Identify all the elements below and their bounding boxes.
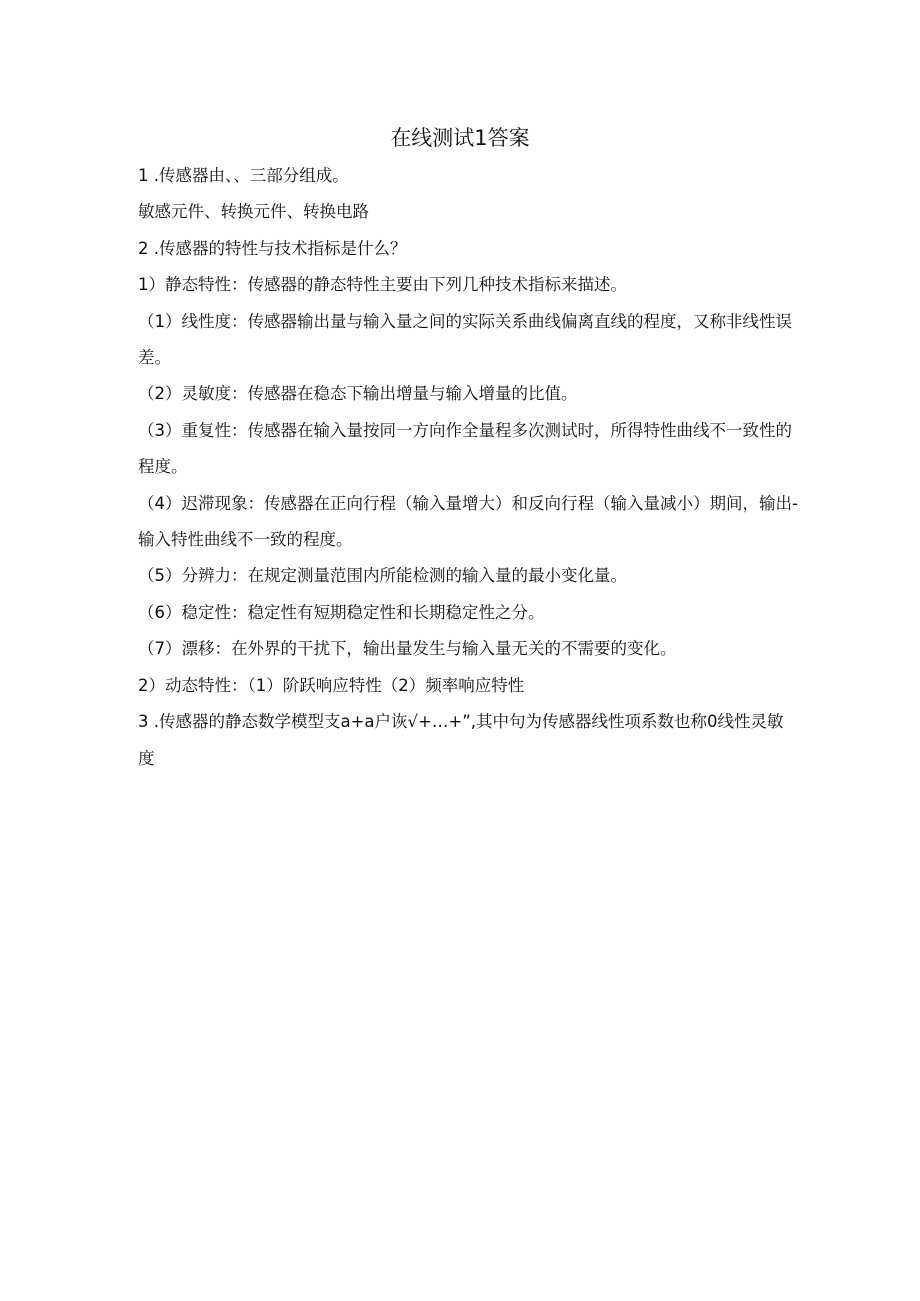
question-1: 1 .传感器由、、三部分组成。 xyxy=(138,166,349,185)
repeatability-item: （3）重复性：传感器在输入量按同一方向作全量程多次测试时，所得特性曲线不一致性的程度。 xyxy=(138,420,792,477)
question-2: 2 .传感器的特性与技术指标是什么？ xyxy=(138,238,407,258)
drift-item: （7）漂移：在外界的干扰下，输出量发生与输入量无关的不需要的变化。 xyxy=(138,639,677,659)
sensitivity-item: （2）灵敏度：传感器在稳态下输出增量与输入增量的比值。 xyxy=(138,384,578,404)
resolution-item: （5）分辨力：在规定测量范围内所能检测的输入量的最小变化量。 xyxy=(138,566,627,586)
static-characteristics: 1）静态特性：传感器的静态特性主要由下列几种技术指标来描述。 xyxy=(138,275,627,295)
document-body xyxy=(138,158,798,777)
answer-1: 敏感元件、转换元件、转换电路 xyxy=(138,202,369,222)
question-3: 3 .传感器的静态数学模型支a+a户诙√+…+”,其中句为传感器线性项系数也称0线性灵敏度 xyxy=(138,712,784,768)
dynamic-characteristics: 2）动态特性：（1）阶跃响应特性（2）频率响应特性 xyxy=(138,675,525,695)
hysteresis-item: （4）迟滞现象：传感器在正向行程（输入量增大）和反向行程（输入量减小）期间，输出-输入特性曲线不一致的程度。 xyxy=(138,493,798,550)
page-title: 在线测试1答案 xyxy=(390,126,530,150)
stability-item: （6）稳定性：稳定性有短期稳定性和长期稳定性之分。 xyxy=(138,602,545,622)
linearity-item: （1）线性度：传感器输出量与输入量之间的实际关系曲线偏离直线的程度，又称非线性误差。 xyxy=(138,311,792,368)
